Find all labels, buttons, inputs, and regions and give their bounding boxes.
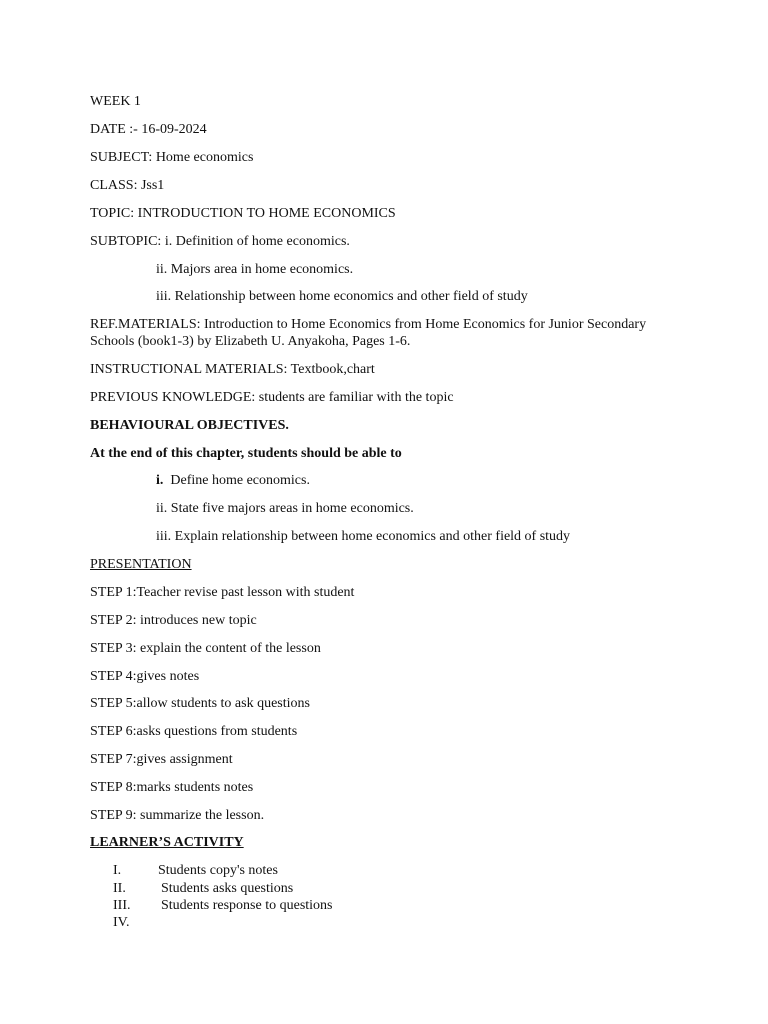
objective-item-2: ii. State five majors areas in home economics. xyxy=(156,501,414,516)
presentation-heading: PRESENTATION xyxy=(90,557,192,572)
subtopic-line-2: ii. Majors area in home economics. xyxy=(156,262,354,277)
step-7: STEP 7:gives assignment xyxy=(90,752,233,767)
activity-number-4: IV. xyxy=(113,915,130,930)
activity-text-2: Students asks questions xyxy=(161,881,294,896)
instructional-materials-line: INSTRUCTIONAL MATERIALS: Textbook,chart xyxy=(90,362,375,377)
step-2: STEP 2: introduces new topic xyxy=(90,613,257,628)
step-5: STEP 5:allow students to ask questions xyxy=(90,696,310,711)
activity-text-1: Students copy's notes xyxy=(158,863,278,878)
step-8: STEP 8:marks students notes xyxy=(90,780,254,795)
date-line: DATE :- 16-09-2024 xyxy=(90,122,207,137)
subtopic-line-1: SUBTOPIC: i. Definition of home economics. xyxy=(90,234,350,249)
subtopic-line-3: iii. Relationship between home economics and other field of study xyxy=(156,289,528,304)
activity-number-3: III. xyxy=(113,898,131,913)
activity-number-2: II. xyxy=(113,881,126,896)
subject-line: SUBJECT: Home economics xyxy=(90,150,254,165)
step-4: STEP 4:gives notes xyxy=(90,669,200,684)
activity-text-3: Students response to questions xyxy=(161,898,333,913)
activity-number-1: I. xyxy=(113,863,122,878)
objective-item-1 xyxy=(156,472,310,489)
class-line: CLASS: Jss1 xyxy=(90,178,165,193)
ref-materials-line-2: Schools (book1-3) by Elizabeth U. Anyakoha, Pages 1-6. xyxy=(90,334,411,349)
step-3: STEP 3: explain the content of the lesson xyxy=(90,641,321,656)
objectives-heading: BEHAVIOURAL OBJECTIVES. xyxy=(90,418,289,433)
objectives-intro: At the end of this chapter, students should be able to xyxy=(90,446,402,461)
topic-line: TOPIC: INTRODUCTION TO HOME ECONOMICS xyxy=(90,206,396,221)
week-line: WEEK 1 xyxy=(90,94,141,109)
step-1: STEP 1:Teacher revise past lesson with student xyxy=(90,585,355,600)
ref-materials-line-1: REF.MATERIALS: Introduction to Home Economics from Home Economics for Junior Secondary xyxy=(90,317,647,332)
step-6: STEP 6:asks questions from students xyxy=(90,724,298,739)
objective-item-1-text: Define home economics. xyxy=(170,473,310,488)
objective-item-3: iii. Explain relationship between home economics and other field of study xyxy=(156,529,571,544)
step-9: STEP 9: summarize the lesson. xyxy=(90,808,265,823)
learners-activity-heading: LEARNER’S ACTIVITY xyxy=(90,835,244,850)
objective-item-1-number: i. xyxy=(156,473,164,488)
previous-knowledge-line: PREVIOUS KNOWLEDGE: students are familiar with the topic xyxy=(90,390,454,405)
